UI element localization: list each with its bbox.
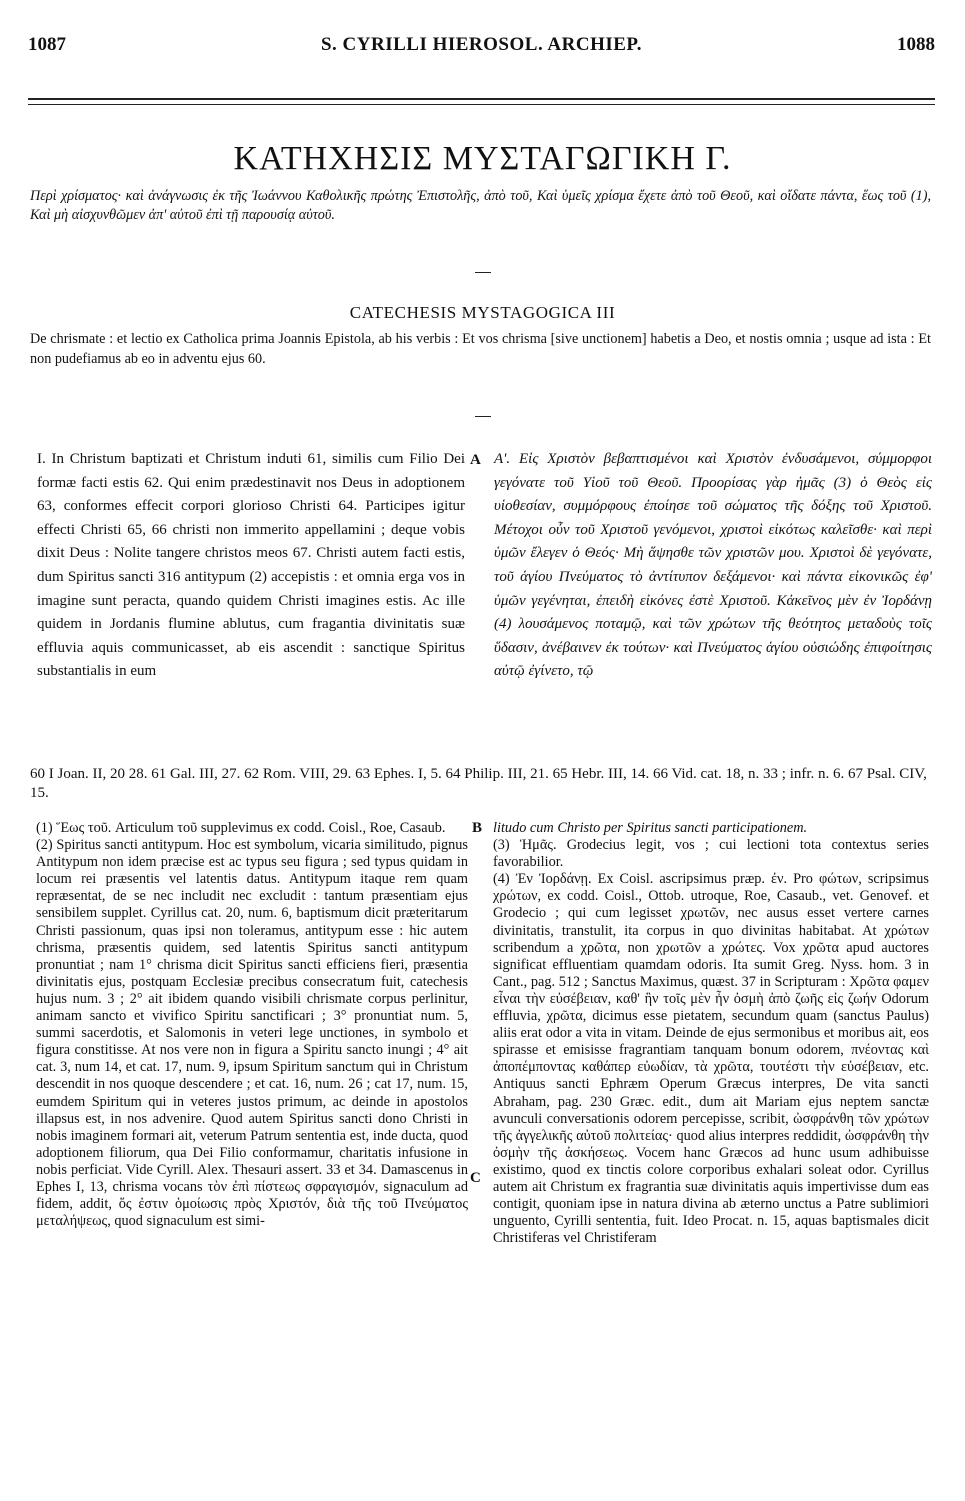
left-page-number: 1087 xyxy=(28,34,66,55)
footnote: (4) Ἐν Ἰορδάνῃ. Ex Coisl. ascripsimus præp. ἐν. Pro φώτων, scripsimus χρώτων, ex codd. Coisl., Ottob. utroque, Roe, Casaub., vet. Genovef. et Grodecio ; qui cum legisset χρωτῶν, nec ausus esset vertere carnes divinitatis, transtulit, ita corpus in quo divinitas habitabat. At χρώτων scribendum a χρῶτα, non χρωτῶν a χρώτες. Vox χρῶτα apud auctores significat effluentiam quamdam odoris. Ita sumit Greg. Nyss. hom. 3 in Cant., pag. 512 ; Sanctus Maximus, quæst. 37 in Scripturam : Χρῶτα φαμεν εἶναι τὴν εὐσέβειαν, καθ' ἣν τοῖς μὲν ἦν ὀσμὴ ἀπὸ ζωῆς εἰς ζωήν Odorum effluvia, χρῶτα, dicimus esse pietatem, secundum quam (sanctus Paulus) aliis erat odor a vita in vitam. Deinde de ejus sermonibus et moribus ait, eos spirasse et emisisse fragrantiam tanquam bonum odorem, πνέοντας καὶ ἀποπέμποντας καθάπερ εὐωδίαν, τὰ χρῶτα, τουτέστι τὴν εὐσέβειαν, etc. Antiquus sancti Ephræm Operum Græcus interpres, De vita sancti Abraham, pag. 230 Græc. edit., dum ait Mariam ejus neptem sanctæ avunculi conversationis odorem percepisse, scribit, ὠσφράνθη τῶν χρώτων τῆς ἀγγελικῆς αὐτοῦ πολιτείας· quod alius interpres reddidit, ὠσφράνθη τὴν ὀσμὴν τῆς ἀσκήσεως. Vocem hanc Græcos ad hunc usum adhibuisse existimo, quod ex tinctis colore corporibus exhalari soleat odor. Cyrillus autem ait Christum ex fragrantia suæ divinitatis aquis impertivisse dum eas contigit, quoniam ipse in natura divina ab æterno unctus a Patre sublimiori unguento, Cyrilli sententia, fuit. Ideo Procat. n. 15, aquas baptismales dicit Christiferas vel Christiferam xyxy=(493,871,929,1247)
column-marker-a: A xyxy=(470,452,481,468)
running-title: S. CYRILLI HIEROSOL. ARCHIEP. xyxy=(320,34,643,55)
footnotes-right xyxy=(493,820,929,1247)
separator-dash xyxy=(475,416,491,417)
column-marker-c: C xyxy=(470,1170,481,1186)
main-latin-text: I. In Christum baptizati et Christum induti 61, similis cum Filio Dei formæ facti estis 62. Qui enim prædestinavit nos Deus in adoptionem 63, conformes effecit corpori glorioso Christi 64. Participes igitur effecti Christi 65, 66 christi non immerito appellamini ; deque vobis dixit Deus : Nolite tangere christos meos 67. Christi autem facti estis, dum Spiritus sancti 316 antitypum (2) accepistis : et omnia erga vos in imagine sunt peracta, quando quidem Christi imagines estis. Ac ille quidem in Jordanis flumine ablutus, cum fragantia divinitatis suæ effluvia aquis communicasset, ab eis ascendit : sanctique Spiritus substantialis in eum xyxy=(37,451,465,680)
header-rule-thick xyxy=(28,98,935,100)
footnote: (3) Ἡμᾶς. Grodecius legit, vos ; cui lectioni tota contextus series favorabilior. xyxy=(493,837,929,871)
separator-dash xyxy=(475,272,491,273)
footnote: (2) Spiritus sancti antitypum. Hoc est symbolum, vicaria similitudo, pignus Antitypum non idem præcise est ac typus seu figura ; sed typus quidam in locum rei præsentis vel latentis datus. Antitypum itaque rem quam repræsentat, de se nec includit nec excludit : tantum præsentiam ejus sensibilem supplet. Cyrillus cat. 20, num. 6, baptismum dicit præteritarum Christi passionum, quas ipsi non toleramus, antitypum esse : hic autem chrisma, præsentis quidem, sed latentis Spiritus sancti antitypum pronuntiat ; nam 1° chrisma dicit Spiritus sancti efficiens fieri, præsentia divinitatis ejus, postquam Ecclesiæ precibus consecratum fuit, catechesis hujus num. 3 ; 2° ait ibidem quando visibili chrismate corpus perlinitur, animam sancto et vivifico Spiritu sanctificari ; 3° pronuntiat num. 5, summi sacerdotis, et Salomonis in veteri lege unctiones, in symbolo et figura constitisse. At nos vere non in figura a Spiritu sancto inungi ; 4° ait cat. 3, num 14, et cat. 17, num. 9, ipsum Spiritum sanctum qui in Christum descendit in nos quoque descendere ; et cat. 16, num. 26 ; cat 17, num. 15, eumdem Spiritum qui in veteres justos primum, ac deinde in apostolos illapsus est, in nos advenire. Quod autem Spiritus sancti dono Christi in nobis imaginem formari ait, veterum Patrum sententia est, inde ducta, quod adoptionem filiorum, qua Dei Filio conformamur, charitatis infusione in nobis perficiat. Vide Cyrill. Alex. Thesauri assert. 33 et 34. Damascenus in Ephes I, 13, chrisma vocans τὸν ἐπὶ πίστεως σφραγισμόν, signaculum ad fidem, addit, ὅς ἐστιν ὁμοίωσις πρὸς Χριστόν, διὰ τῆς τοῦ Πνεύματος μεταλήψεως, quod signaculum est simi- xyxy=(36,837,468,1230)
footnote: (1) Ἕως τοῦ. Articulum τοῦ supplevimus ex codd. Coisl., Roe, Casaub. xyxy=(36,820,446,836)
page-header xyxy=(28,34,935,58)
greek-title: ΚΑΤΗΧΗΣΙΣ ΜΥΣΤΑΓΩΓΙΚΗ Γ. xyxy=(233,140,732,177)
footnote: litudo cum Christo per Spiritus sancti participationem. xyxy=(493,820,808,836)
latin-intro: De chrismate : et lectio ex Catholica prima Joannis Epistola, ab his verbis : Et vos chrisma [sive unctionem] habetis a Deo, et nostis omnia ; usque ad ista : Et non pudefiamus ab eo in adventu ejus 60. xyxy=(30,331,931,367)
right-page-number: 1088 xyxy=(897,34,935,55)
main-greek-text: Α'. Εἰς Χριστὸν βεβαπτισμένοι καὶ Χριστὸν ἐνδυσάμενοι, σύμμορφοι γεγόνατε τοῦ Υἱοῦ τοῦ Θεοῦ. Προορίσας γὰρ ἡμᾶς (3) ὁ Θεὸς εἰς υἱοθεσίαν, συμμόρφους ἐποίησε τοῦ σώματος τῆς δόξης τοῦ Χριστοῦ. Μέτοχοι οὖν τοῦ Χριστοῦ γενόμενοι, χριστοὶ εἰκότως καλεῖσθε· καὶ περὶ ὑμῶν ἔλεγεν ὁ Θεός· Μὴ ἅψησθε τῶν χριστῶν μου. Χριστοὶ δὲ γεγόνατε, τοῦ ἁγίου Πνεύματος τὸ ἀντίτυπον δεξάμενοι· καὶ πάντα εἰκονικῶς ἐφ' ὑμῶν γεγένηται, ἐπειδὴ εἰκόνες ἐστὲ Χριστοῦ. Κἀκεῖνος μὲν ἐν Ἰορδάνῃ (4) λουσάμενος ποταμῷ, καὶ τῶν χρώτων τῆς θεότητος μεταδοὺς τοῖς ὕδασιν, ἀνέβαινεν ἐκ τούτων· καὶ Πνεύματος ἁγίου οὐσιώδης ἐπιφοίτησις αὐτῷ ἐγίνετο, τῷ xyxy=(494,451,932,680)
latin-title: CATECHESIS MYSTAGOGICA III xyxy=(349,303,616,322)
footnotes-left xyxy=(36,820,468,1230)
column-marker-b: B xyxy=(472,820,483,836)
greek-intro: Περὶ χρίσματος· καὶ ἀνάγνωσις ἐκ τῆς Ἰωάννου Καθολικῆς πρώτης Ἐπιστολῆς, ἀπὸ τοῦ, Καὶ ὑμεῖς χρίσμα ἔχετε ἀπὸ τοῦ Θεοῦ, καὶ οἴδατε πάντα, ἕως τοῦ (1), Καὶ μὴ αἰσχυνθῶμεν ἀπ' αὐτοῦ ἐπὶ τῇ παρουσίᾳ αὐτοῦ. xyxy=(30,188,931,223)
header-rule-thin xyxy=(28,104,935,105)
scripture-references: 60 I Joan. II, 20 28. 61 Gal. III, 27. 62 Rom. VIII, 29. 63 Ephes. I, 5. 64 Philip. III, 21. 65 Hebr. III, 14. 66 Vid. cat. 18, n. 33 ; infr. n. 6. 67 Psal. CIV, 15. xyxy=(30,766,927,801)
